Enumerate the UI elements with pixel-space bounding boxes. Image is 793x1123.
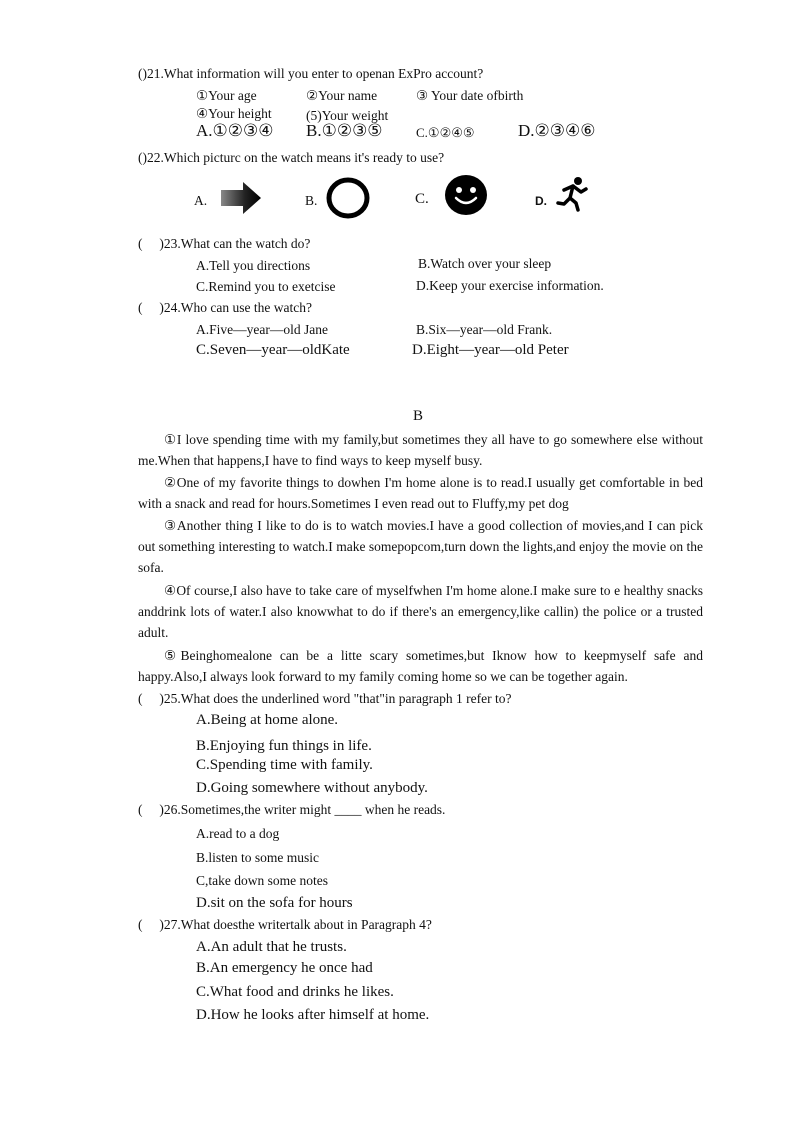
- q23-question: ( )23.What can the watch do?: [138, 236, 311, 251]
- q24-option-d: D.Eight—year—old Peter: [412, 342, 569, 358]
- q27-question: ( )27.What doesthe writertalk about in Paragraph 4?: [138, 917, 432, 932]
- paragraph-4: ④Of course,I also have to take care of myselfwhen I'm home alone.I make sure to e healthy snacks anddrink lots of water.I also knowwhat to do if there's an emergency,like callin) the police or a trusted adult.: [138, 583, 703, 640]
- q23-option-c: C.Remind you to exetcise: [196, 279, 336, 294]
- q24-question: ( )24.Who can use the watch?: [138, 300, 312, 315]
- paragraph-3: ③Another thing I like to do is to watch movies.I have a good collection of movies,and I can pick out something interesting to watch.I make somepopcom,turn down the lights,and enjoy the movie on the sofa.: [138, 518, 703, 575]
- q22-option-a: A.: [194, 193, 208, 208]
- q21-item-5: (5)Your weight: [306, 108, 389, 123]
- paragraph-2: ②One of my favorite things to dowhen I'm home alone is to read.I usually get comfortable in bed with a snack and read for hours.Sometimes I even read out to Fluffy,my pet dog: [138, 475, 703, 511]
- q27-option-d: D.How he looks after himself at home.: [196, 1007, 430, 1023]
- paragraph-1: ①I love spending time with my family,but sometimes they all have to go somewhere else without me.When that happens,I have to find ways to keep myself busy.: [138, 432, 703, 468]
- q22-question: ()22.Which picturc on the watch means it's ready to use?: [138, 150, 445, 165]
- runner-icon: [556, 176, 590, 212]
- q27-option-c: C.What food and drinks he likes.: [196, 984, 394, 1000]
- q21-option-a: A.①②③④: [196, 121, 274, 140]
- q25-option-b: B.Enjoying fun things in life.: [196, 738, 372, 754]
- section-b-heading: B: [413, 408, 424, 424]
- q27-option-b: B.An emergency he once had: [196, 960, 373, 976]
- q21-item-3: ③ Your date ofbirth: [416, 88, 524, 103]
- arrow-icon: [219, 180, 263, 216]
- q26-option-c: C,take down some notes: [196, 873, 328, 888]
- q27-option-a: A.An adult that he trusts.: [196, 939, 347, 955]
- paragraph-5: ⑤Beinghomealone can be a litte scary sometimes,but Iknow how to keepmyself safe and happy.Also,I always look forward to my family coming home so we can be together again.: [138, 648, 703, 684]
- q23-option-b: B.Watch over your sleep: [418, 256, 552, 271]
- q21-question: ()21.What information will you enter to openan ExPro account?: [138, 66, 484, 81]
- q23-option-a: A.Tell you directions: [196, 258, 311, 273]
- q26-option-b: B.listen to some music: [196, 850, 319, 865]
- ring-icon: [325, 176, 371, 220]
- q24-option-c: C.Seven—year—oldKate: [196, 342, 350, 358]
- q25-question: ( )25.What does the underlined word "that"in paragraph 1 refer to?: [138, 691, 512, 706]
- q26-question: ( )26.Sometimes,the writer might ____ when he reads.: [138, 802, 446, 817]
- q21-item-4: ④Your height: [196, 106, 272, 121]
- q25-option-a: A.Being at home alone.: [196, 712, 339, 728]
- q21-option-d: D.②③④⑥: [518, 121, 596, 140]
- q22-option-b: B.: [305, 193, 318, 208]
- q26-option-d: D.sit on the sofa for hours: [196, 895, 353, 911]
- q21-item-2: ②Your name: [306, 88, 378, 103]
- q26-option-a: A.read to a dog: [196, 826, 280, 841]
- smiley-icon: [443, 174, 489, 216]
- q22-option-d: D.: [535, 194, 547, 208]
- q24-option-a: A.Five—year—old Jane: [196, 322, 328, 337]
- q25-option-d: D.Going somewhere without anybody.: [196, 780, 428, 796]
- q21-option-c: C.①②④⑤: [416, 125, 475, 140]
- q24-option-b: B.Six—year—old Frank.: [416, 322, 553, 337]
- q25-option-c: C.Spending time with family.: [196, 757, 373, 773]
- q21-item-1: ①Your age: [196, 88, 257, 103]
- q21-option-b: B.①②③⑤: [306, 121, 383, 140]
- q23-option-d: D.Keep your exercise information.: [416, 278, 604, 293]
- q22-option-c: C.: [415, 191, 429, 207]
